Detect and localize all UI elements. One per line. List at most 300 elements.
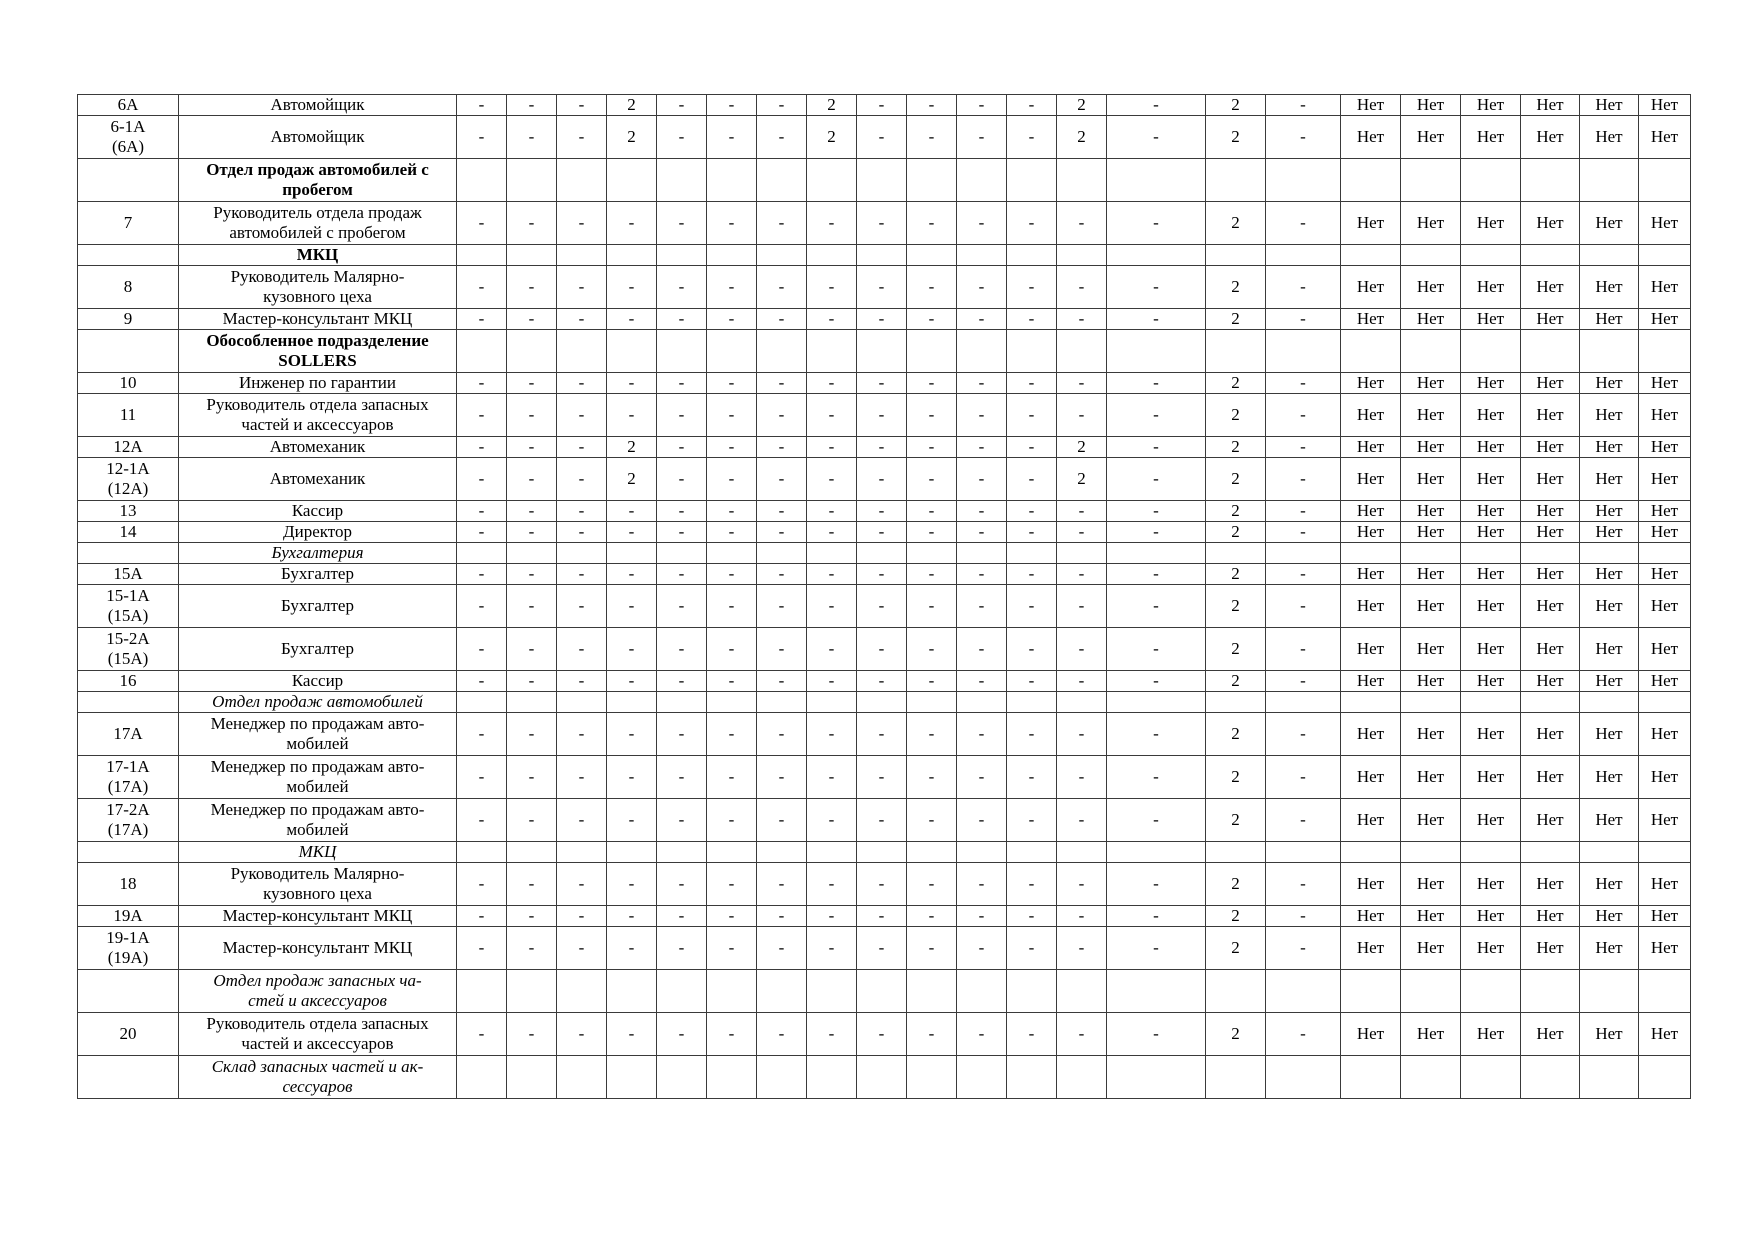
factor-value-cell: -: [757, 266, 807, 309]
section-title: Обособленное подразделение SOLLERS: [179, 330, 457, 373]
empty-cell: [1206, 1056, 1266, 1099]
factor-value-cell: -: [557, 799, 607, 842]
position-name-cell: Мастер-консультант МКЦ: [179, 906, 457, 927]
factor-value-cell: -: [807, 1013, 857, 1056]
factor-value-cell: -: [807, 585, 857, 628]
factor-value-cell: -: [1266, 863, 1341, 906]
factor-value-cell: -: [707, 1013, 757, 1056]
factor-value-cell: -: [1107, 95, 1206, 116]
factor-value-cell: -: [907, 906, 957, 927]
flag-cell: Нет: [1521, 522, 1580, 543]
empty-cell: [457, 543, 507, 564]
factor-value-cell: -: [707, 373, 757, 394]
flag-cell: Нет: [1341, 628, 1401, 671]
empty-cell: [907, 330, 957, 373]
factor-value-cell: -: [807, 799, 857, 842]
position-name-cell: Руководитель отдела запасных частей и аксессуаров: [179, 394, 457, 437]
empty-cell: [757, 330, 807, 373]
factor-value-cell: -: [957, 458, 1007, 501]
factor-value-cell: -: [1107, 863, 1206, 906]
factor-value-cell: -: [1057, 373, 1107, 394]
empty-cell: [1401, 842, 1461, 863]
position-name-cell: Кассир: [179, 501, 457, 522]
factor-value-cell: -: [757, 863, 807, 906]
empty-cell: [707, 970, 757, 1013]
section-title: МКЦ: [179, 245, 457, 266]
empty-cell: [757, 970, 807, 1013]
table-body: [78, 95, 1691, 1099]
empty-cell: [907, 970, 957, 1013]
row-id-cell: 19А: [78, 906, 179, 927]
flag-cell: Нет: [1401, 501, 1461, 522]
factor-value-cell: -: [557, 756, 607, 799]
factor-value-cell: -: [707, 522, 757, 543]
empty-cell: [1266, 543, 1341, 564]
factor-value-cell: -: [507, 309, 557, 330]
position-name-cell: Автомеханик: [179, 437, 457, 458]
factor-value-cell: -: [857, 522, 907, 543]
row-id-cell: 20: [78, 1013, 179, 1056]
flag-cell: Нет: [1401, 799, 1461, 842]
flag-cell: Нет: [1461, 437, 1521, 458]
flag-cell: Нет: [1341, 756, 1401, 799]
row-id-cell: 17-1А (17А): [78, 756, 179, 799]
empty-cell: [857, 159, 907, 202]
factor-value-cell: -: [807, 458, 857, 501]
table-row: [78, 309, 1691, 330]
position-name-cell: Мастер-консультант МКЦ: [179, 927, 457, 970]
factor-value-cell: -: [957, 863, 1007, 906]
flag-cell: Нет: [1461, 863, 1521, 906]
factor-value-cell: -: [1107, 799, 1206, 842]
empty-cell: [1206, 245, 1266, 266]
empty-cell: [1639, 842, 1691, 863]
flag-cell: Нет: [1341, 585, 1401, 628]
factor-value-cell: -: [557, 202, 607, 245]
empty-cell: [1521, 245, 1580, 266]
empty-cell: [857, 970, 907, 1013]
factor-value-cell: -: [857, 202, 907, 245]
flag-cell: Нет: [1461, 799, 1521, 842]
empty-cell: [707, 1056, 757, 1099]
factor-value-cell: -: [1266, 95, 1341, 116]
factor-value-cell: -: [607, 713, 657, 756]
factor-value-cell: -: [507, 564, 557, 585]
factor-value-cell: -: [757, 799, 807, 842]
factor-value-cell: -: [507, 202, 557, 245]
empty-cell: [657, 842, 707, 863]
flag-cell: Нет: [1401, 585, 1461, 628]
empty-cell: [657, 543, 707, 564]
factor-value-cell: -: [1107, 522, 1206, 543]
factor-value-cell: -: [1266, 1013, 1341, 1056]
factor-value-cell: -: [1107, 501, 1206, 522]
position-name-cell: Директор: [179, 522, 457, 543]
flag-cell: Нет: [1461, 202, 1521, 245]
factor-value-cell: 2: [1206, 116, 1266, 159]
factor-value-cell: -: [607, 522, 657, 543]
empty-cell: [1461, 159, 1521, 202]
factor-value-cell: -: [657, 373, 707, 394]
factor-value-cell: -: [807, 522, 857, 543]
factor-value-cell: -: [657, 863, 707, 906]
flag-cell: Нет: [1521, 585, 1580, 628]
factor-value-cell: -: [607, 309, 657, 330]
table-row: [78, 713, 1691, 756]
factor-value-cell: -: [1007, 202, 1057, 245]
empty-cell: [757, 692, 807, 713]
factor-value-cell: -: [957, 564, 1007, 585]
flag-cell: Нет: [1461, 1013, 1521, 1056]
empty-cell: [957, 245, 1007, 266]
empty-cell: [607, 245, 657, 266]
empty-cell: [507, 692, 557, 713]
flag-cell: Нет: [1639, 458, 1691, 501]
factor-value-cell: -: [907, 585, 957, 628]
flag-cell: Нет: [1461, 585, 1521, 628]
flag-cell: Нет: [1521, 799, 1580, 842]
empty-cell: [507, 1056, 557, 1099]
empty-cell: [1580, 692, 1639, 713]
factor-value-cell: -: [657, 1013, 707, 1056]
table-row: [78, 671, 1691, 692]
empty-cell: [1580, 245, 1639, 266]
factor-value-cell: -: [957, 501, 1007, 522]
factor-value-cell: -: [1266, 799, 1341, 842]
flag-cell: Нет: [1401, 863, 1461, 906]
empty-cell: [857, 692, 907, 713]
factor-value-cell: -: [757, 116, 807, 159]
empty-cell: [1341, 543, 1401, 564]
factor-value-cell: -: [457, 458, 507, 501]
factor-value-cell: 2: [1206, 95, 1266, 116]
empty-cell: [1521, 970, 1580, 1013]
flag-cell: Нет: [1639, 437, 1691, 458]
factor-value-cell: -: [1057, 585, 1107, 628]
factor-value-cell: 2: [1206, 628, 1266, 671]
factor-value-cell: 2: [1206, 266, 1266, 309]
empty-cell: [1107, 692, 1206, 713]
factor-value-cell: -: [707, 756, 757, 799]
factor-value-cell: -: [807, 628, 857, 671]
factor-value-cell: -: [1266, 671, 1341, 692]
flag-cell: Нет: [1341, 522, 1401, 543]
factor-value-cell: -: [607, 1013, 657, 1056]
factor-value-cell: 2: [807, 116, 857, 159]
empty-cell: [607, 970, 657, 1013]
flag-cell: Нет: [1521, 394, 1580, 437]
empty-cell: [807, 1056, 857, 1099]
factor-value-cell: -: [607, 628, 657, 671]
factor-value-cell: -: [657, 927, 707, 970]
factor-value-cell: 2: [1206, 585, 1266, 628]
position-name-cell: Бухгалтер: [179, 585, 457, 628]
flag-cell: Нет: [1341, 95, 1401, 116]
factor-value-cell: -: [1107, 713, 1206, 756]
flag-cell: Нет: [1639, 585, 1691, 628]
empty-cell: [907, 245, 957, 266]
flag-cell: Нет: [1521, 373, 1580, 394]
empty-cell: [1206, 970, 1266, 1013]
table-row: [78, 1013, 1691, 1056]
empty-cell: [707, 330, 757, 373]
factor-value-cell: -: [1057, 799, 1107, 842]
factor-value-cell: -: [707, 585, 757, 628]
empty-cell: [807, 842, 857, 863]
empty-cell: [857, 842, 907, 863]
factor-value-cell: -: [557, 437, 607, 458]
factor-value-cell: -: [457, 202, 507, 245]
empty-cell: [1206, 330, 1266, 373]
empty-cell: [557, 842, 607, 863]
flag-cell: Нет: [1580, 309, 1639, 330]
flag-cell: Нет: [1341, 373, 1401, 394]
factor-value-cell: -: [657, 628, 707, 671]
empty-cell: [957, 842, 1007, 863]
flag-cell: Нет: [1401, 437, 1461, 458]
position-name-cell: Менеджер по продажам авто- мобилей: [179, 799, 457, 842]
position-name-cell: Бухгалтер: [179, 564, 457, 585]
section-header-row: [78, 330, 1691, 373]
factor-value-cell: -: [857, 564, 907, 585]
empty-cell: [1341, 159, 1401, 202]
factor-value-cell: -: [757, 394, 807, 437]
row-id-cell: 16: [78, 671, 179, 692]
flag-cell: Нет: [1580, 95, 1639, 116]
flag-cell: Нет: [1401, 628, 1461, 671]
factor-value-cell: -: [1057, 309, 1107, 330]
factor-value-cell: -: [657, 713, 707, 756]
empty-cell: [507, 842, 557, 863]
factor-value-cell: -: [457, 756, 507, 799]
table-row: [78, 501, 1691, 522]
factor-value-cell: -: [557, 394, 607, 437]
factor-value-cell: -: [707, 863, 757, 906]
position-name-cell: Автомойщик: [179, 116, 457, 159]
factor-value-cell: -: [507, 116, 557, 159]
factor-value-cell: -: [507, 906, 557, 927]
empty-cell: [1107, 842, 1206, 863]
flag-cell: Нет: [1639, 756, 1691, 799]
factor-value-cell: -: [457, 437, 507, 458]
flag-cell: Нет: [1461, 906, 1521, 927]
factor-value-cell: -: [557, 458, 607, 501]
empty-cell: [557, 1056, 607, 1099]
factor-value-cell: -: [807, 394, 857, 437]
factor-value-cell: -: [857, 501, 907, 522]
factor-value-cell: -: [957, 95, 1007, 116]
factor-value-cell: -: [457, 585, 507, 628]
flag-cell: Нет: [1461, 266, 1521, 309]
row-id-cell: [78, 842, 179, 863]
factor-value-cell: -: [1266, 585, 1341, 628]
empty-cell: [1521, 842, 1580, 863]
empty-cell: [957, 330, 1007, 373]
factor-value-cell: -: [1007, 266, 1057, 309]
factor-value-cell: -: [907, 95, 957, 116]
factor-value-cell: -: [457, 863, 507, 906]
flag-cell: Нет: [1341, 116, 1401, 159]
empty-cell: [1007, 842, 1057, 863]
flag-cell: Нет: [1461, 564, 1521, 585]
flag-cell: Нет: [1401, 927, 1461, 970]
flag-cell: Нет: [1341, 202, 1401, 245]
factor-value-cell: -: [1007, 458, 1057, 501]
flag-cell: Нет: [1401, 373, 1461, 394]
factor-value-cell: -: [1266, 394, 1341, 437]
flag-cell: Нет: [1521, 628, 1580, 671]
flag-cell: Нет: [1639, 95, 1691, 116]
factor-value-cell: 2: [1206, 501, 1266, 522]
factor-value-cell: -: [1057, 394, 1107, 437]
table-row: [78, 585, 1691, 628]
factor-value-cell: -: [557, 309, 607, 330]
factor-value-cell: -: [557, 266, 607, 309]
factor-value-cell: -: [957, 1013, 1007, 1056]
empty-cell: [457, 1056, 507, 1099]
empty-cell: [507, 970, 557, 1013]
factor-value-cell: -: [707, 309, 757, 330]
factor-value-cell: -: [807, 501, 857, 522]
factor-value-cell: -: [907, 116, 957, 159]
factor-value-cell: -: [907, 628, 957, 671]
empty-cell: [1341, 1056, 1401, 1099]
empty-cell: [757, 245, 807, 266]
empty-cell: [1057, 159, 1107, 202]
factor-value-cell: -: [557, 585, 607, 628]
flag-cell: Нет: [1580, 863, 1639, 906]
empty-cell: [757, 543, 807, 564]
empty-cell: [1007, 330, 1057, 373]
flag-cell: Нет: [1521, 202, 1580, 245]
row-id-cell: 12-1А (12А): [78, 458, 179, 501]
factor-value-cell: -: [457, 713, 507, 756]
factor-value-cell: -: [507, 1013, 557, 1056]
factor-value-cell: -: [1007, 906, 1057, 927]
empty-cell: [807, 330, 857, 373]
factor-value-cell: -: [857, 906, 907, 927]
factor-value-cell: -: [657, 671, 707, 692]
factor-value-cell: -: [707, 564, 757, 585]
empty-cell: [1107, 330, 1206, 373]
row-id-cell: [78, 1056, 179, 1099]
flag-cell: Нет: [1639, 266, 1691, 309]
empty-cell: [857, 543, 907, 564]
empty-cell: [657, 245, 707, 266]
factor-value-cell: -: [657, 585, 707, 628]
factor-value-cell: -: [707, 671, 757, 692]
factor-value-cell: -: [907, 671, 957, 692]
factor-value-cell: -: [1107, 309, 1206, 330]
empty-cell: [1461, 543, 1521, 564]
empty-cell: [607, 543, 657, 564]
empty-cell: [1461, 1056, 1521, 1099]
flag-cell: Нет: [1639, 501, 1691, 522]
empty-cell: [1401, 330, 1461, 373]
position-name-cell: Руководитель Малярно- кузовного цеха: [179, 266, 457, 309]
factor-value-cell: -: [957, 927, 1007, 970]
factor-value-cell: -: [857, 116, 907, 159]
empty-cell: [1639, 330, 1691, 373]
factor-value-cell: -: [607, 863, 657, 906]
factor-value-cell: -: [1007, 863, 1057, 906]
factor-value-cell: -: [507, 266, 557, 309]
empty-cell: [957, 543, 1007, 564]
flag-cell: Нет: [1401, 309, 1461, 330]
empty-cell: [1206, 692, 1266, 713]
factor-value-cell: -: [707, 394, 757, 437]
empty-cell: [1057, 330, 1107, 373]
factor-value-cell: -: [707, 927, 757, 970]
empty-cell: [1107, 543, 1206, 564]
flag-cell: Нет: [1521, 671, 1580, 692]
row-id-cell: [78, 543, 179, 564]
flag-cell: Нет: [1580, 585, 1639, 628]
factor-value-cell: -: [707, 202, 757, 245]
factor-value-cell: -: [757, 437, 807, 458]
factor-value-cell: -: [907, 863, 957, 906]
factor-value-cell: 2: [1057, 116, 1107, 159]
empty-cell: [557, 159, 607, 202]
flag-cell: Нет: [1401, 522, 1461, 543]
factor-value-cell: -: [1007, 756, 1057, 799]
factor-value-cell: -: [607, 266, 657, 309]
factor-value-cell: 2: [1206, 671, 1266, 692]
factor-value-cell: -: [457, 628, 507, 671]
empty-cell: [1401, 1056, 1461, 1099]
factor-value-cell: -: [557, 671, 607, 692]
factor-value-cell: -: [857, 1013, 907, 1056]
factor-value-cell: -: [557, 501, 607, 522]
empty-cell: [907, 543, 957, 564]
factor-value-cell: -: [1057, 906, 1107, 927]
factor-value-cell: -: [907, 373, 957, 394]
empty-cell: [1639, 543, 1691, 564]
empty-cell: [1341, 692, 1401, 713]
flag-cell: Нет: [1401, 202, 1461, 245]
flag-cell: Нет: [1580, 564, 1639, 585]
factor-value-cell: -: [507, 671, 557, 692]
factor-value-cell: -: [857, 458, 907, 501]
flag-cell: Нет: [1580, 266, 1639, 309]
factor-value-cell: -: [607, 671, 657, 692]
factor-value-cell: -: [1057, 564, 1107, 585]
row-id-cell: [78, 692, 179, 713]
empty-cell: [1266, 692, 1341, 713]
flag-cell: Нет: [1580, 458, 1639, 501]
empty-cell: [457, 842, 507, 863]
factor-value-cell: -: [557, 1013, 607, 1056]
flag-cell: Нет: [1580, 202, 1639, 245]
factor-value-cell: -: [807, 906, 857, 927]
empty-cell: [1206, 842, 1266, 863]
factor-value-cell: -: [707, 799, 757, 842]
factor-value-cell: -: [507, 522, 557, 543]
factor-value-cell: -: [657, 437, 707, 458]
factor-value-cell: 2: [1206, 309, 1266, 330]
flag-cell: Нет: [1461, 95, 1521, 116]
empty-cell: [1266, 1056, 1341, 1099]
factor-value-cell: -: [1107, 564, 1206, 585]
position-name-cell: Кассир: [179, 671, 457, 692]
empty-cell: [1580, 1056, 1639, 1099]
empty-cell: [1266, 842, 1341, 863]
empty-cell: [1639, 692, 1691, 713]
empty-cell: [907, 692, 957, 713]
factor-value-cell: -: [857, 95, 907, 116]
factor-value-cell: -: [557, 906, 607, 927]
empty-cell: [857, 1056, 907, 1099]
